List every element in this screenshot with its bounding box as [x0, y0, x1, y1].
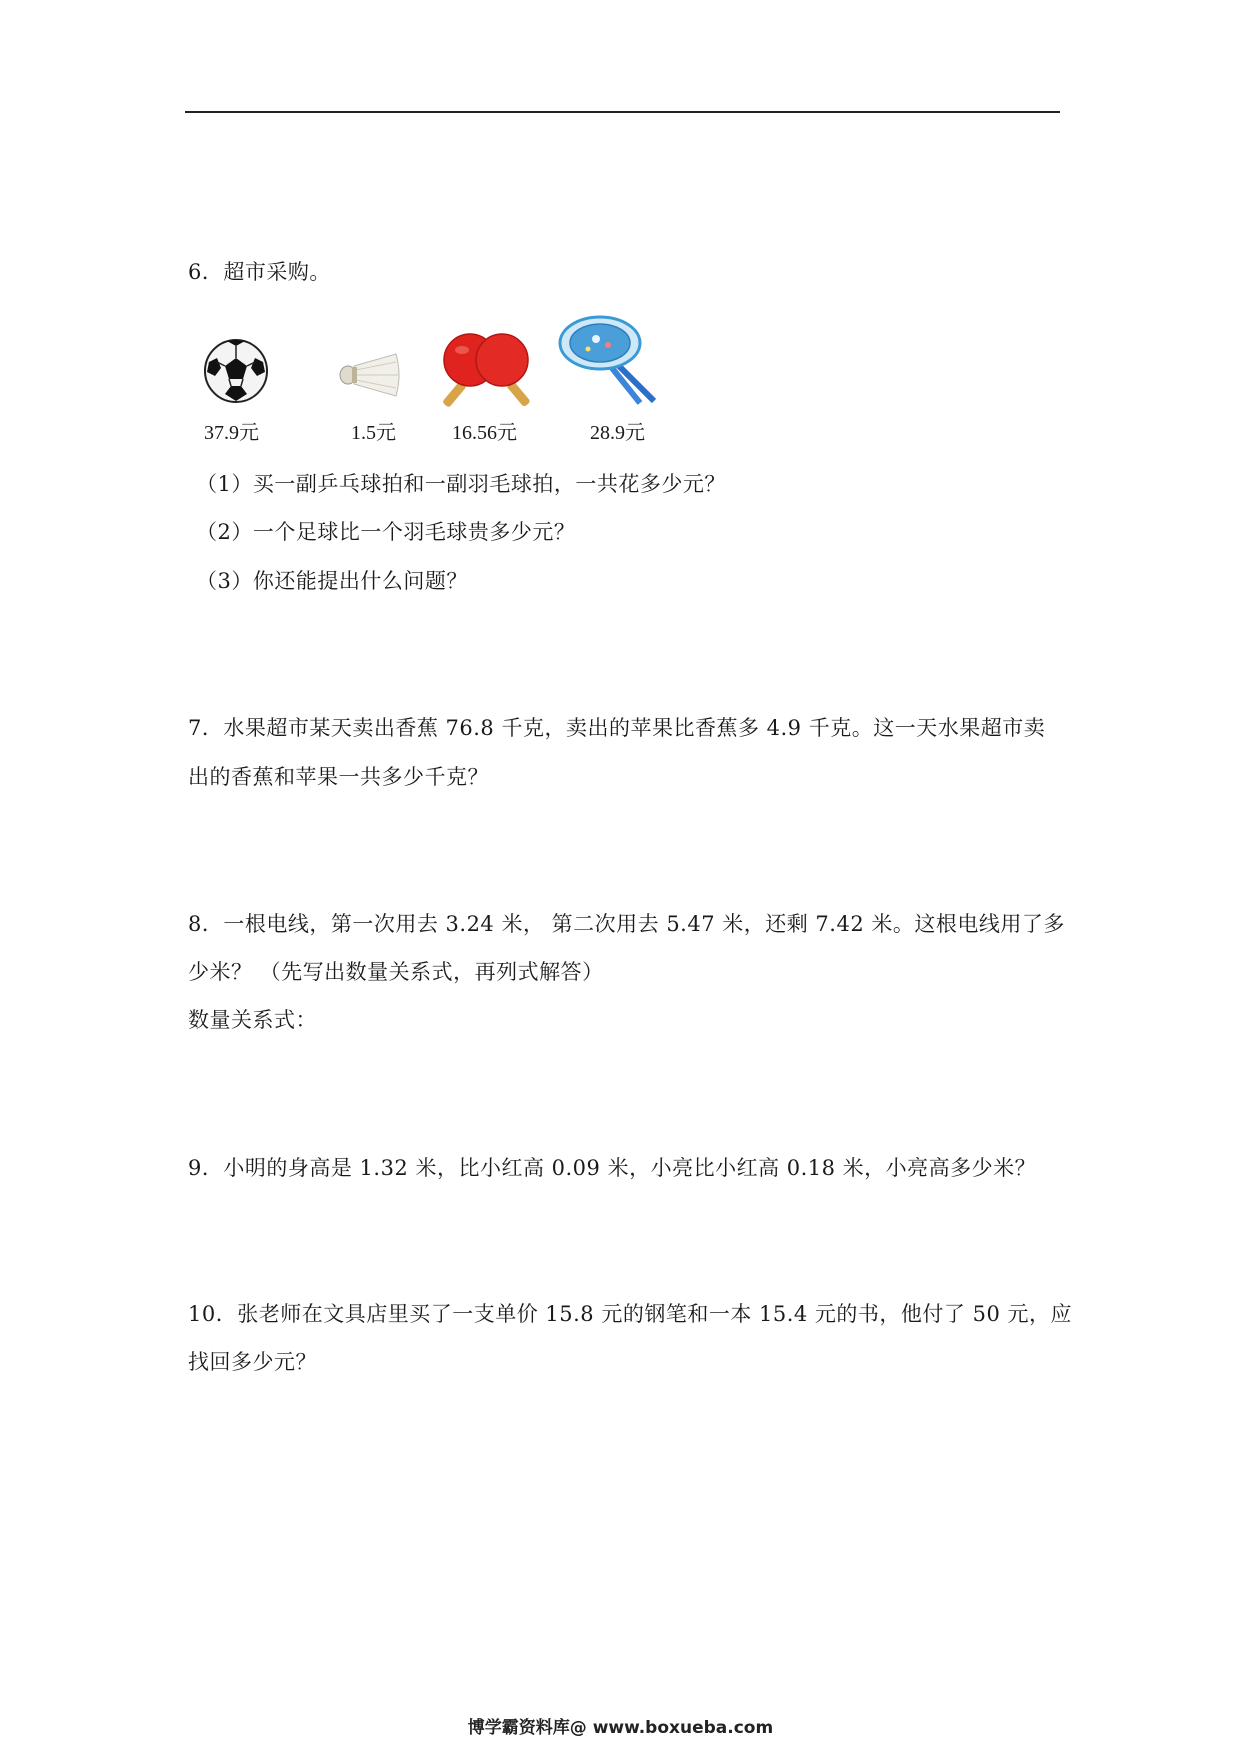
question-6-sub-3: （3）你还能提出什么问题？: [196, 569, 468, 593]
question-10-line-2: 找回多少元？: [188, 1350, 317, 1374]
ping-pong-paddles-icon: [440, 330, 536, 412]
shuttlecock-icon: [338, 352, 402, 398]
ping-pong-paddles-price: 16.56元: [452, 422, 517, 444]
header-rule: [185, 111, 1060, 113]
footer-watermark: 博学霸资料库@ www.boxueba.com: [467, 1718, 774, 1738]
question-9-line-1: 9．小明的身高是 1.32 米，比小红高 0.09 米，小亮比小红高 0.18 米，小亮高多少米？: [188, 1156, 1037, 1180]
badminton-rackets-icon: [558, 313, 670, 405]
question-8-line-1: 8．一根电线，第一次用去 3.24 米， 第二次用去 5.47 米，还剩 7.42 米。这根电线用了多: [188, 912, 1065, 936]
shuttlecock-image: [338, 352, 402, 398]
question-8-line-2: 少米？ （先写出数量关系式，再列式解答）: [188, 960, 604, 984]
question-7-line-2: 出的香蕉和苹果一共多少千克？: [188, 765, 489, 789]
shuttlecock-price: 1.5元: [351, 422, 396, 444]
question-6-title: 6．超市采购。: [188, 260, 331, 284]
question-8-line-3: 数量关系式：: [188, 1008, 317, 1032]
soccer-ball-price: 37.9元: [204, 422, 259, 444]
soccer-ball-icon: [203, 338, 269, 404]
badminton-rackets-price: 28.9元: [590, 422, 645, 444]
question-7-line-1: 7．水果超市某天卖出香蕉 76.8 千克，卖出的苹果比香蕉多 4.9 千克。这一天水果超市卖: [188, 716, 1046, 740]
question-6-sub-2: （2）一个足球比一个羽毛球贵多少元？: [196, 520, 576, 544]
badminton-rackets-image: [558, 313, 670, 405]
question-10-line-1: 10．张老师在文具店里买了一支单价 15.8 元的钢笔和一本 15.4 元的书，他付了 50 元，应: [188, 1302, 1073, 1326]
soccer-ball-image: [203, 338, 269, 404]
ping-pong-paddles-image: [440, 330, 536, 412]
question-6-sub-1: （1）买一副乒乓球拍和一副羽毛球拍，一共花多少元？: [196, 472, 726, 496]
